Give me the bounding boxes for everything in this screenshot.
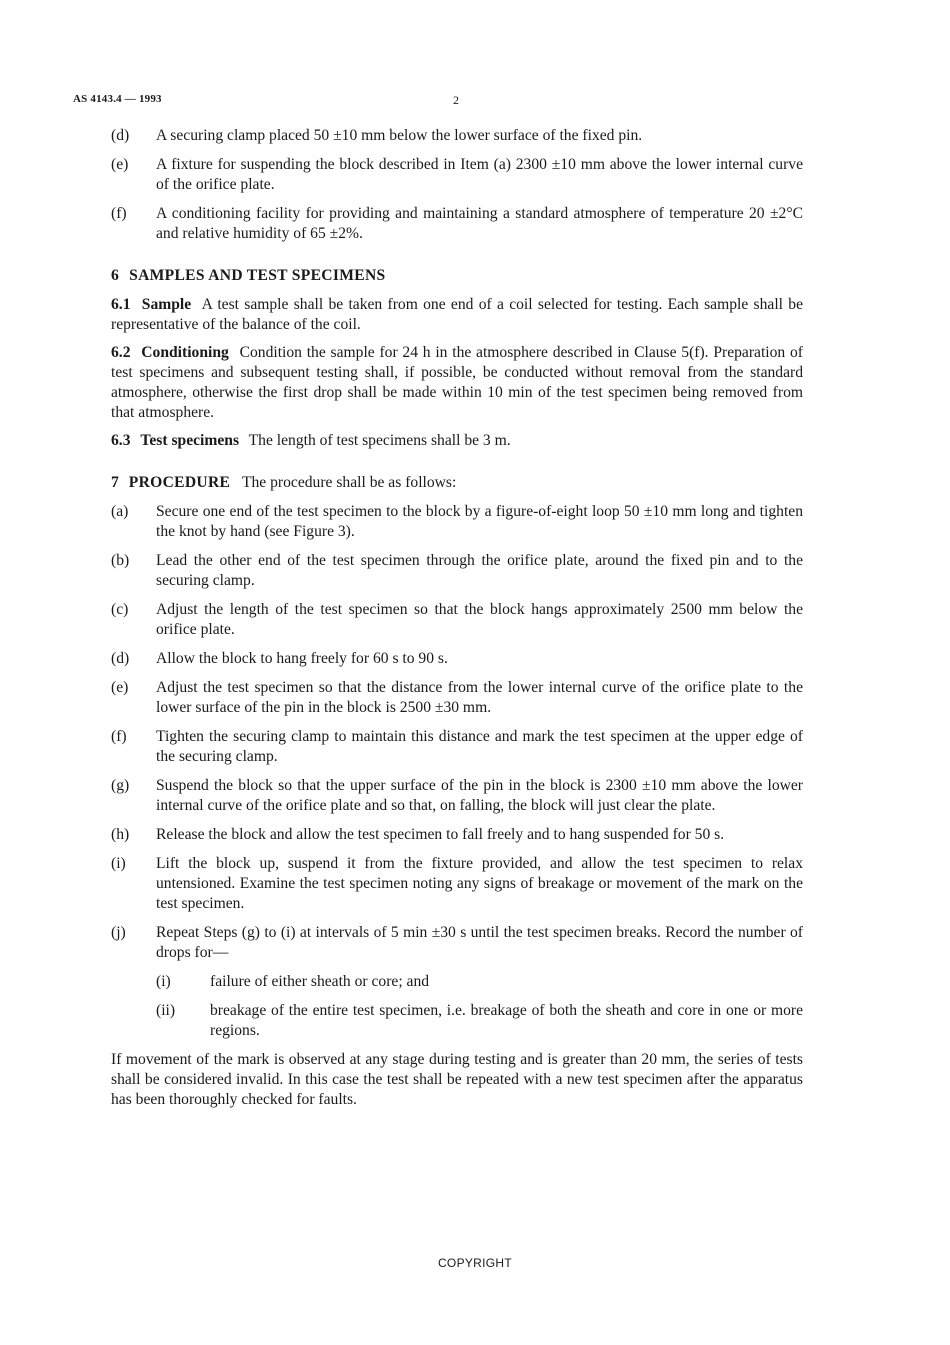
list-item bbox=[111, 678, 803, 718]
clause-title: Conditioning bbox=[141, 344, 229, 361]
item-label: (e) bbox=[111, 156, 129, 173]
standard-designation: AS 4143.4 — 1993 bbox=[73, 93, 162, 105]
item-label: (ii) bbox=[156, 1002, 176, 1019]
item-label: (d) bbox=[111, 650, 130, 667]
sub-list-item bbox=[111, 1001, 803, 1041]
item-label: (j) bbox=[111, 924, 126, 941]
item-text: Repeat Steps (g) to (i) at intervals of 5 min ±30 s until the test specimen breaks. Record the number of drops for— bbox=[156, 924, 803, 961]
clause-number: 6.2 bbox=[111, 344, 131, 361]
item-text: failure of either sheath or core; and bbox=[210, 973, 430, 990]
page-content bbox=[111, 126, 803, 1118]
clause bbox=[111, 431, 803, 451]
item-text: breakage of the entire test specimen, i.e. breakage of both the sheath and core in one or more regions. bbox=[210, 1002, 803, 1039]
item-label: (i) bbox=[156, 973, 171, 990]
closing-paragraph: If movement of the mark is observed at any stage during testing and is greater than 20 mm, the series of tests shall be considered invalid. In this case the test shall be repeated with a new test specimen after the apparatus has been thoroughly checked for faults. bbox=[111, 1051, 803, 1108]
list-item bbox=[111, 825, 803, 845]
item-label: (f) bbox=[111, 728, 127, 745]
copyright-notice: COPYRIGHT bbox=[437, 1256, 513, 1270]
page-number: 2 bbox=[453, 93, 459, 107]
section-title: PROCEDURE bbox=[128, 474, 231, 491]
clause-text: Condition the sample for 24 h in the atmosphere described in Clause 5(f). Preparation of test specimens and subsequent testing shall, if possible, be conducted without removal from the standard atmosphere, otherwise the first drop shall be made within 10 min of the test specimen being removed from that atmosphere. bbox=[111, 344, 803, 421]
item-label: (f) bbox=[111, 205, 127, 222]
list-item bbox=[111, 600, 803, 640]
clause-text: The length of test specimens shall be 3 m. bbox=[248, 432, 511, 449]
list-item bbox=[111, 502, 803, 542]
list-item bbox=[111, 727, 803, 767]
list-item bbox=[111, 155, 803, 195]
list-item bbox=[111, 854, 803, 914]
item-text: Release the block and allow the test specimen to fall freely and to hang suspended for 50 s. bbox=[156, 826, 725, 843]
item-text: Adjust the length of the test specimen so that the block hangs approximately 2500 mm below the orifice plate. bbox=[156, 601, 803, 638]
item-text: Allow the block to hang freely for 60 s to 90 s. bbox=[156, 650, 448, 667]
item-label: (i) bbox=[111, 855, 126, 872]
item-text: Tighten the securing clamp to maintain this distance and mark the test specimen at the upper edge of the securing clamp. bbox=[156, 728, 803, 765]
list-item bbox=[111, 551, 803, 591]
item-label: (b) bbox=[111, 552, 130, 569]
list-item bbox=[111, 126, 803, 146]
item-text: Suspend the block so that the upper surface of the pin in the block is 2300 ±10 mm above the lower internal curve of the orifice plate and so that, on falling, the block will just clear the plate. bbox=[156, 777, 803, 814]
item-text: A conditioning facility for providing and maintaining a standard atmosphere of temperature 20 ±2°C and relative humidity of 65 ±2%. bbox=[156, 205, 803, 242]
sub-list-item bbox=[111, 972, 803, 992]
item-text: Lead the other end of the test specimen through the orifice plate, around the fixed pin and to the securing clamp. bbox=[156, 552, 803, 589]
clause-title: Sample bbox=[141, 296, 192, 313]
list-item bbox=[111, 204, 803, 244]
list-item bbox=[111, 923, 803, 963]
item-label: (a) bbox=[111, 503, 129, 520]
section-heading bbox=[111, 473, 803, 493]
section-intro: The procedure shall be as follows: bbox=[241, 474, 457, 491]
item-label: (d) bbox=[111, 127, 130, 144]
item-label: (e) bbox=[111, 679, 129, 696]
clause-text: A test sample shall be taken from one end of a coil selected for testing. Each sample shall be representative of the balance of the coil. bbox=[111, 296, 803, 333]
clause bbox=[111, 343, 803, 423]
clause bbox=[111, 295, 803, 335]
clause-number: 6.3 bbox=[111, 432, 131, 449]
item-label: (g) bbox=[111, 777, 130, 794]
item-text: Secure one end of the test specimen to the block by a figure-of-eight loop 50 ±10 mm long and tighten the knot by hand (see Figure 3). bbox=[156, 503, 803, 540]
section-heading bbox=[111, 266, 803, 286]
item-label: (h) bbox=[111, 826, 130, 843]
item-text: Lift the block up, suspend it from the fixture provided, and allow the test specimen to relax untensioned. Examine the test specimen noting any signs of breakage or movement of the mark on the test specimen. bbox=[156, 855, 803, 912]
list-item bbox=[111, 776, 803, 816]
item-label: (c) bbox=[111, 601, 129, 618]
list-item bbox=[111, 649, 803, 669]
section-title: SAMPLES AND TEST SPECIMENS bbox=[129, 267, 386, 284]
clause-number: 6.1 bbox=[111, 296, 131, 313]
clause-title: Test specimens bbox=[140, 432, 240, 449]
section-number: 6 bbox=[111, 267, 120, 284]
section-number: 7 bbox=[111, 474, 119, 491]
item-text: A securing clamp placed 50 ±10 mm below the lower surface of the fixed pin. bbox=[156, 127, 643, 144]
item-text: Adjust the test specimen so that the distance from the lower internal curve of the orifice plate to the lower surface of the pin in the block is 2500 ±30 mm. bbox=[156, 679, 803, 716]
item-text: A fixture for suspending the block described in Item (a) 2300 ±10 mm above the lower internal curve of the orifice plate. bbox=[156, 156, 803, 193]
